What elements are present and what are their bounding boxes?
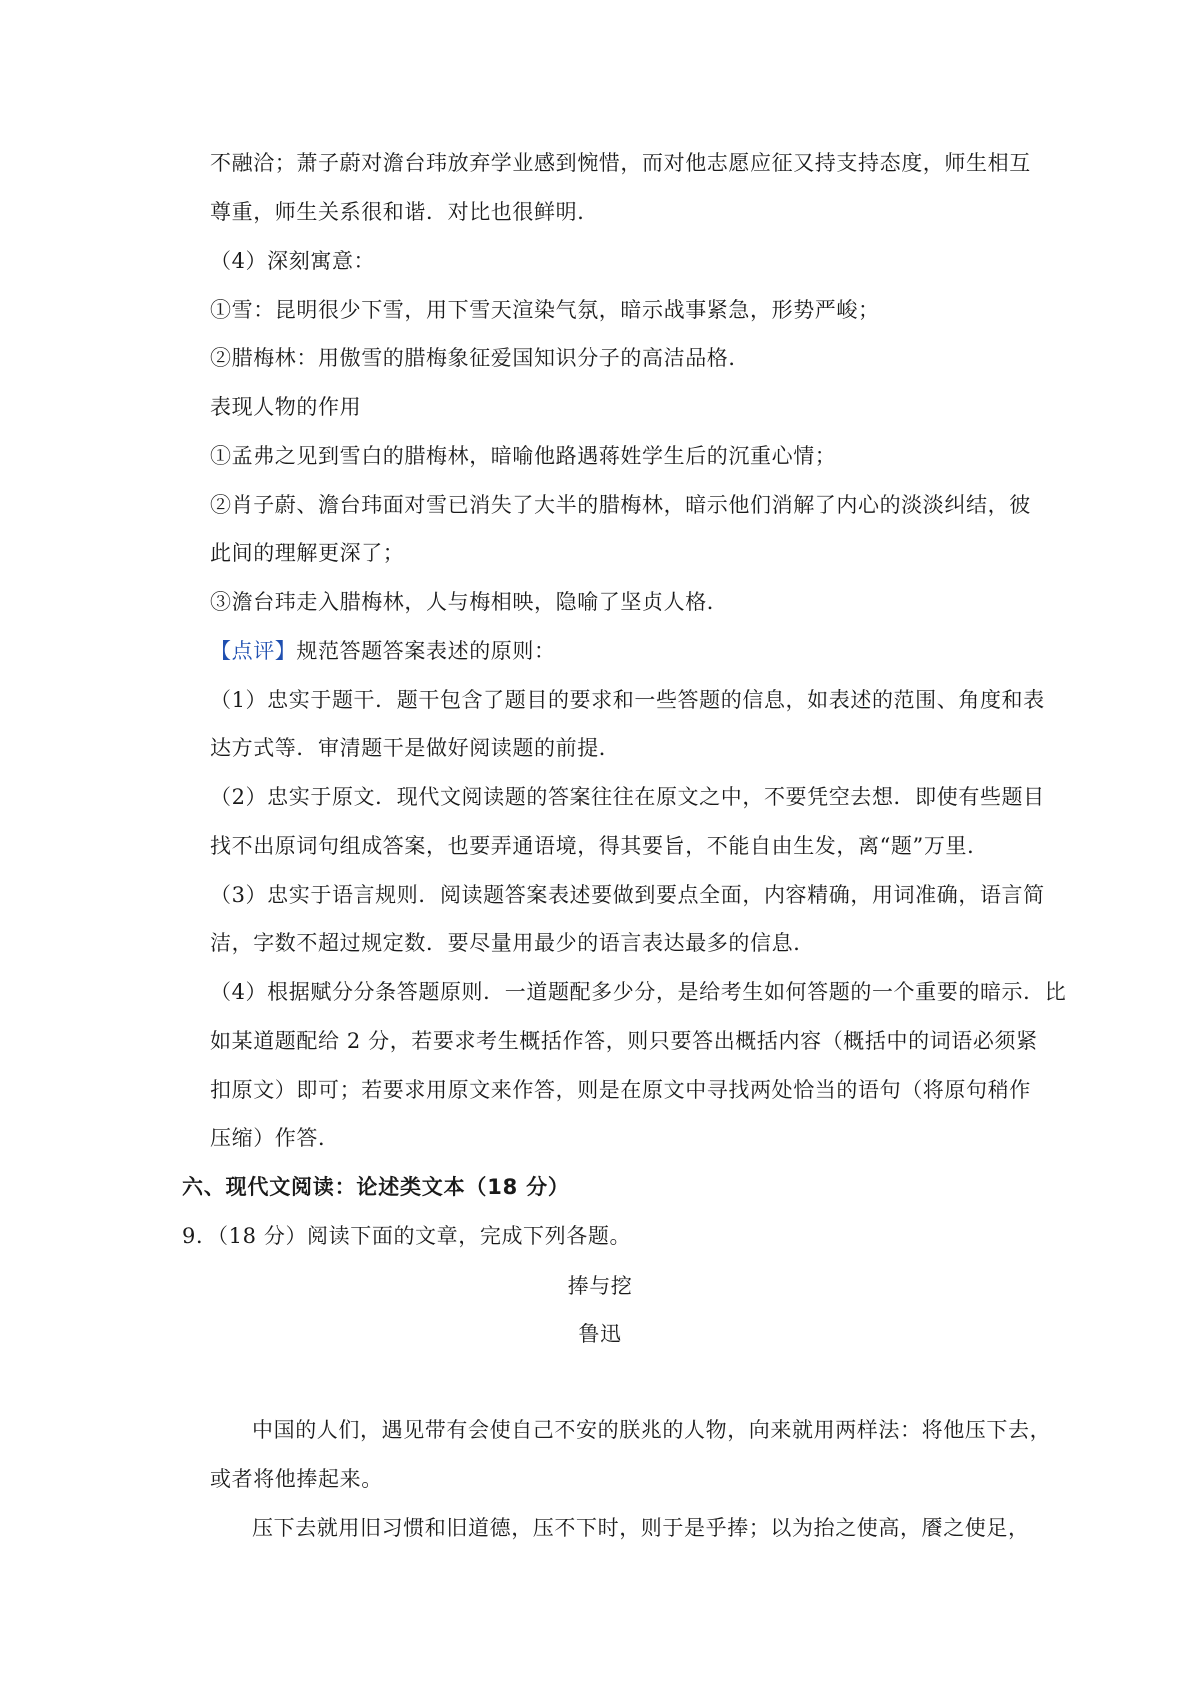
section-heading: 六、现代文阅读：论述类文本（18 分） (182, 1175, 570, 1199)
comment-tag: 【点评】 (210, 639, 297, 663)
text-line: ③澹台玮走入腊梅林，人与梅相映，隐喻了坚贞人格． (210, 590, 729, 614)
text-line: ①雪：昆明很少下雪，用下雪天渲染气氛，暗示战事紧急，形势严峻； (210, 298, 880, 322)
text-line: 不融洽；萧子蔚对澹台玮放弃学业感到惋惜，而对他志愿应征又持支持态度，师生相互 (210, 151, 1031, 175)
article-paragraph-line: 中国的人们，遇见带有会使自己不安的朕兆的人物，向来就用两样法：将他压下去， (252, 1418, 1052, 1442)
article-paragraph-line: 或者将他捧起来。 (210, 1467, 383, 1491)
text-line: 如某道题配给 2 分，若要求考生概括作答，则只要答出概括内容（概括中的词语必须紧 (210, 1029, 1038, 1053)
comment-line (210, 637, 556, 665)
text-line: （1）忠实于题干．题干包含了题目的要求和一些答题的信息，如表述的范围、角度和表 (210, 688, 1045, 712)
comment-text: 规范答题答案表述的原则： (296, 639, 556, 663)
article-paragraph-line: 压下去就用旧习惯和旧道德，压不下时，则于是乎捧；以为抬之使高，餍之使足， (252, 1516, 1030, 1540)
text-line: 此间的理解更深了； (210, 541, 405, 565)
text-line: （4）根据赋分分条答题原则．一道题配多少分，是给考生如何答题的一个重要的暗示．比 (210, 980, 1067, 1004)
article-title: 捧与挖 (567, 1274, 633, 1298)
text-line: 洁，字数不超过规定数．要尽量用最少的语言表达最多的信息． (210, 931, 815, 955)
text-line: （2）忠实于原文．现代文阅读题的答案往往在原文之中，不要凭空去想．即使有些题目 (210, 785, 1045, 809)
text-line: 表现人物的作用 (210, 395, 362, 419)
text-line: 达方式等．审清题干是做好阅读题的前提． (210, 736, 621, 760)
text-line: （3）忠实于语言规则．阅读题答案表述要做到要点全面，内容精确，用词准确，语言简 (210, 883, 1045, 907)
text-line: ②肖子蔚、澹台玮面对雪已消失了大半的腊梅林，暗示他们消解了内心的淡淡纠结，彼 (210, 493, 1031, 517)
text-line: ②腊梅林：用傲雪的腊梅象征爱国知识分子的高洁品格． (210, 346, 750, 370)
question-line: 9．（18 分）阅读下面的文章，完成下列各题。 (182, 1224, 632, 1248)
text-line: 扣原文）即可；若要求用原文来作答，则是在原文中寻找两处恰当的语句（将原句稍作 (210, 1078, 1031, 1102)
text-line: 找不出原词句组成答案，也要弄通语境，得其要旨，不能自由生发，离“题”万里． (210, 834, 989, 858)
text-line: 压缩）作答． (210, 1126, 340, 1150)
text-line: （4）深刻寓意： (210, 249, 376, 273)
text-line: ①孟弗之见到雪白的腊梅林，暗喻他路遇蒋姓学生后的沉重心情； (210, 444, 837, 468)
text-line: 尊重，师生关系很和谐．对比也很鲜明． (210, 200, 599, 224)
article-author: 鲁迅 (578, 1322, 622, 1346)
